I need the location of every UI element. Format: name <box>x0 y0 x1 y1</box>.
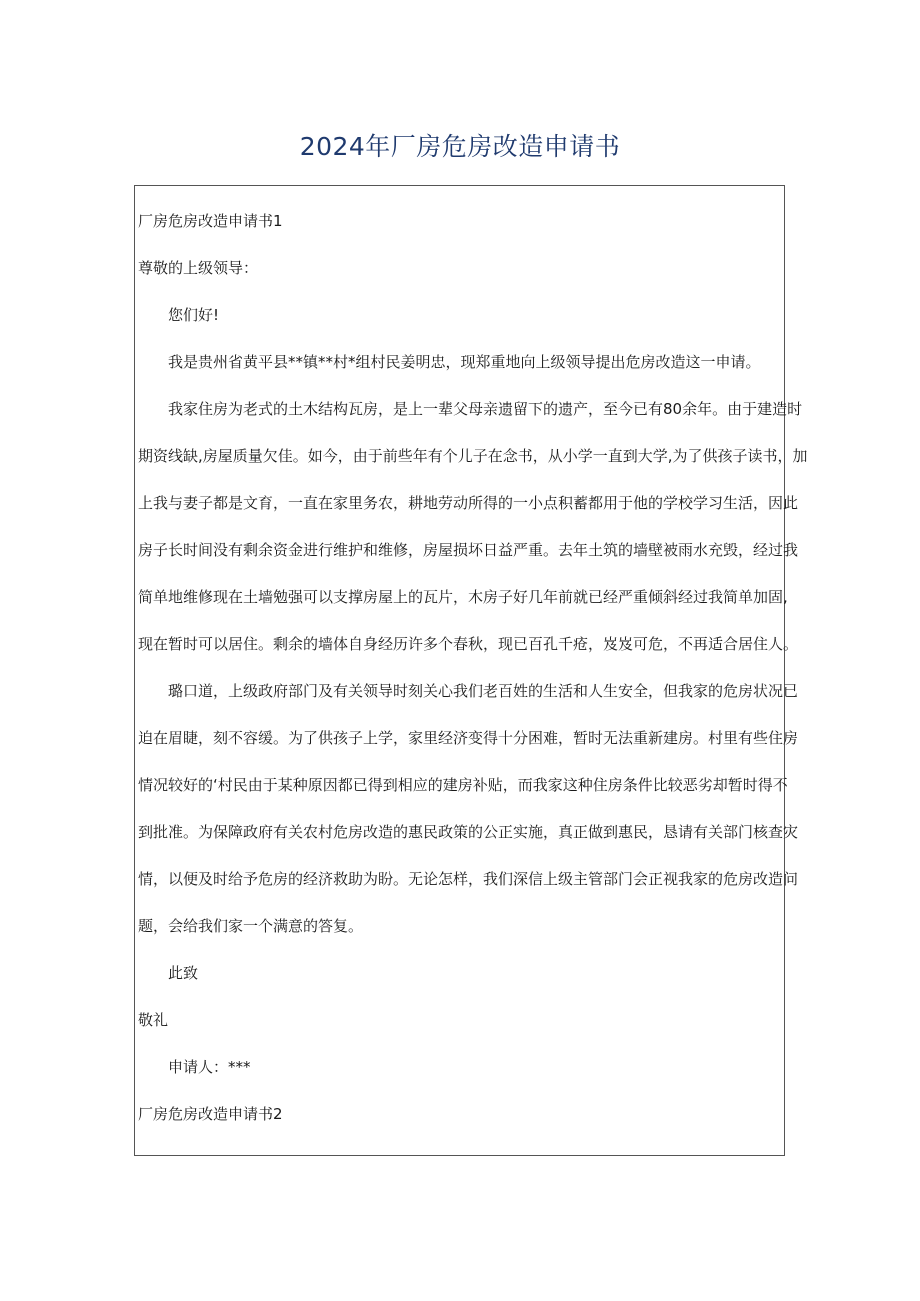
applicant-signature: 申请人：*** <box>168 1058 251 1076</box>
paragraph-line: 情，以便及时给予危房的经济救助为盼。无论怎样，我们深信上级主管部门会正视我家的危房改造问 <box>138 870 799 888</box>
section-heading-2: 厂房危房改造申请书2 <box>138 1105 283 1123</box>
closing-regards: 敬礼 <box>138 1011 169 1029</box>
greeting: 您们好! <box>168 306 220 324</box>
closing-salute: 此致 <box>168 964 199 982</box>
paragraph-intro: 我是贵州省黄平县**镇**村*组村民姜明忠，现郑重地向上级领导提出危房改造这一申请。 <box>168 353 761 371</box>
section-heading-1: 厂房危房改造申请书1 <box>138 212 283 230</box>
paragraph-line: 题，会给我们家一个满意的答复。 <box>138 917 364 935</box>
paragraph-line: 我家住房为老式的土木结构瓦房，是上一辈父母亲遗留下的遗产，至今已有80余年。由于建造时 <box>168 400 803 418</box>
page-title: 2024年厂房危房改造申请书 <box>299 132 621 161</box>
paragraph-line: 期资线缺,房屋质量欠佳。如今，由于前些年有个儿子在念书，从小学一直到大学,为了供孩子读书，加 <box>138 447 808 465</box>
salutation: 尊敬的上级领导： <box>138 259 259 277</box>
paragraph-line: 简单地维修现在土墙勉强可以支撑房屋上的瓦片，木房子好几年前就已经严重倾斜经过我简单加固, <box>138 588 788 606</box>
paragraph-line: 迫在眉睫，刻不容缓。为了供孩子上学，家里经济变得十分困难，暂时无法重新建房。村里有些住房 <box>138 729 799 747</box>
paragraph-line: 上我与妻子都是文育，一直在家里务农，耕地劳动所得的一小点积蓄都用于他的学校学习生活，因此 <box>138 494 799 512</box>
paragraph-line: 璐口道，上级政府部门及有关领导时刻关心我们老百姓的生活和人生安全，但我家的危房状况已 <box>168 682 799 700</box>
paragraph-line: 到批准。为保障政府有关农村危房改造的惠民政策的公正实施，真正做到惠民，恳请有关部门核查灾 <box>138 823 799 841</box>
paragraph-line: 现在暂时可以居住。剩余的墙体自身经历许多个春秋，现已百孔千疮，岌岌可危，不再适合居住人。 <box>138 635 799 653</box>
paragraph-line: 房子长时间没有剩余资金进行维护和维修，房屋损坏日益严重。去年土筑的墙壁被雨水充毁，经过我 <box>138 541 799 559</box>
paragraph-line: 情况较好的‘村民由于某种原因都已得到相应的建房补贴，而我家这种住房条件比较恶劣却暂时得不 <box>138 776 788 794</box>
document-frame <box>134 185 808 1156</box>
